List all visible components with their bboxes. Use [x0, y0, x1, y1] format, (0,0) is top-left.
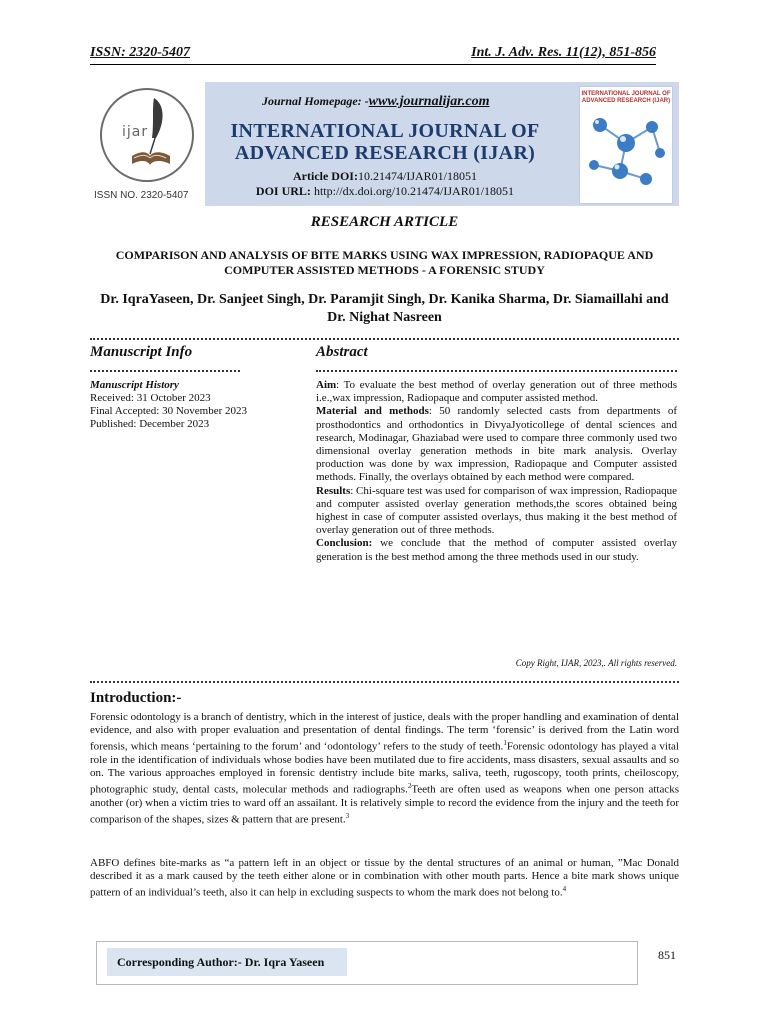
doi-url-link[interactable]: http://dx.doi.org/10.21474/IJAR01/18051	[310, 184, 515, 198]
issn-header: ISSN: 2320-5407	[90, 45, 190, 60]
citation-ref: 3	[345, 811, 350, 820]
dotted-divider	[316, 364, 677, 372]
introduction-heading: Introduction:-	[90, 690, 182, 706]
article-doi	[210, 169, 560, 184]
published-date: Published: December 2023	[90, 418, 210, 430]
dotted-divider	[90, 330, 679, 340]
doi-url-label: DOI URL:	[255, 184, 311, 198]
methods-text: : 50 randomly selected casts from departments of prosthodontics and orthodontics in DivyaJyoticollege of dental sciences and research, Modinagar, Ghaziabad were used to compare three commonly used two dimensional overlay generation methods in bite mark analysis. Overlay production was done by wax impression, Radiopaque and Computer assisted methods. Finally, the overlays obtained by each method were compared.	[316, 405, 677, 484]
citation-ref: 2	[407, 782, 412, 791]
doi-value: 10.21474/IJAR01/18051	[357, 169, 477, 183]
citation-ref: 1	[503, 739, 507, 748]
journal-cover-image	[579, 86, 673, 204]
intro-p1-text-c: Teeth are often used as weapons when one person attacks another (or) when a victim tries to ward off an assailant. It is relatively simple to record the evidence from the injury and the teeth for comparison of the shapes, sizes & pattern that are present.	[90, 783, 679, 826]
abstract-results	[316, 485, 677, 538]
conclusion-text: we conclude that the method of computer assisted overlay generation is the best method among the three methods used in our study.	[316, 537, 677, 563]
article-type: RESEARCH ARTICLE	[310, 214, 459, 230]
history-heading: Manuscript History	[90, 379, 179, 391]
logo-emblem-icon	[100, 88, 194, 182]
abstract-methods	[316, 405, 677, 484]
logo-issn: ISSN NO. 2320-5407	[94, 190, 189, 201]
journal-title-line2: ADVANCED RESEARCH (IJAR)	[234, 142, 536, 164]
authors-line-2: Dr. Nighat Nasreen	[327, 310, 442, 325]
abstract-body	[316, 379, 677, 564]
results-text: : Chi-square test was used for comparison of wax impression, Radiopaque and computer assisted overlay generation methods,the scores obtained being highest in case of computer assisted overlays, thus making it the best method of overlay generation out of three methods.	[316, 484, 677, 537]
corresponding-author-box	[96, 941, 638, 985]
copyright-notice: Copy Right, IJAR, 2023,. All rights reserved.	[515, 658, 677, 668]
author-list	[90, 291, 679, 327]
cover-title: INTERNATIONAL JOURNAL OF ADVANCED RESEARCH (IJAR)	[581, 91, 671, 104]
dotted-divider	[90, 364, 240, 372]
running-header	[90, 44, 656, 65]
intro-p2-text: ABFO defines bite-marks as “a pattern left in an object or tissue by the dental structures of an animal or human, ”Mac Donald described it as a mark caused by the teeth either alone or in combination with other mouth parts. Hence a bite mark shows unique pattern of an individual’s teeth, also it can help in excluding suspects to whom the mark does not belong to.	[90, 857, 679, 899]
journal-citation: Int. J. Adv. Res. 11(12), 851-856	[471, 45, 656, 60]
journal-banner	[90, 82, 679, 206]
manuscript-info-heading: Manuscript Info	[90, 344, 193, 360]
abstract-conclusion	[316, 537, 677, 563]
journal-logo	[90, 82, 205, 206]
molecule-icon	[580, 105, 672, 195]
abstract-heading: Abstract	[316, 344, 368, 360]
logo-text: ijar	[122, 124, 149, 140]
aim-text: : To evaluate the best method of overlay generation out of three methods i.e.,wax impression, Radiopaque and computer assisted method.	[316, 379, 677, 405]
journal-title-line1: INTERNATIONAL JOURNAL OF	[230, 120, 540, 142]
conclusion-label: Conclusion:	[316, 537, 373, 550]
homepage-label: Journal Homepage: -	[262, 94, 369, 108]
intro-p1-text-b: Forensic odontology has played a vital role in the identification of individuals whose bodies have been mutilated due to fire accidents, mass disasters, sexual assaults and so on. The various approaches employed in forensic dentistry include bite marks, saliva, teeth, rugoscopy, tooth prints, cheiloscopy, photographic study, dental casts, molecular methods and radiographs.	[90, 740, 679, 796]
intro-p1-text-a: Forensic odontology is a branch of dentistry, which in the interest of justice, deals with the proper handling and examination of dental evidence, and also with proper evaluation and presentation of dental findings. The term ‘forensic’ is derived from the Latin word forensis, which means ‘pertaining to the forum’ and ‘odontology’ refers to the study of teeth.	[90, 711, 679, 753]
article-title: COMPARISON AND ANALYSIS OF BITE MARKS USING WAX IMPRESSION, RADIOPAQUE AND COMPUTER ASSISTED METHODS - A FORENSIC STUDY	[115, 248, 654, 277]
received-date: Received: 31 October 2023	[90, 392, 211, 404]
homepage-link[interactable]: www.journalijar.com	[368, 94, 490, 109]
methods-label: Material and methods	[316, 405, 429, 418]
results-label: Results	[316, 484, 351, 497]
accepted-date: Final Accepted: 30 November 2023	[90, 405, 248, 417]
authors-line-1: Dr. IqraYaseen, Dr. Sanjeet Singh, Dr. Paramjit Singh, Dr. Kanika Sharma, Dr. Siamaillahi and	[100, 292, 669, 307]
doi-label: Article DOI:	[293, 169, 358, 183]
aim-label: Aim	[316, 379, 337, 391]
abstract-aim	[316, 379, 677, 405]
corresponding-author: Corresponding Author:- Dr. Iqra Yaseen	[107, 948, 347, 976]
manuscript-history	[90, 379, 300, 431]
citation-ref: 4	[562, 885, 567, 894]
journal-title	[210, 120, 560, 164]
introduction-paragraph-2	[90, 857, 679, 900]
dotted-divider	[90, 673, 679, 683]
page-number: 851	[658, 948, 676, 962]
introduction-paragraph-1	[90, 711, 679, 827]
journal-homepage	[262, 94, 490, 110]
doi-url	[210, 184, 560, 199]
